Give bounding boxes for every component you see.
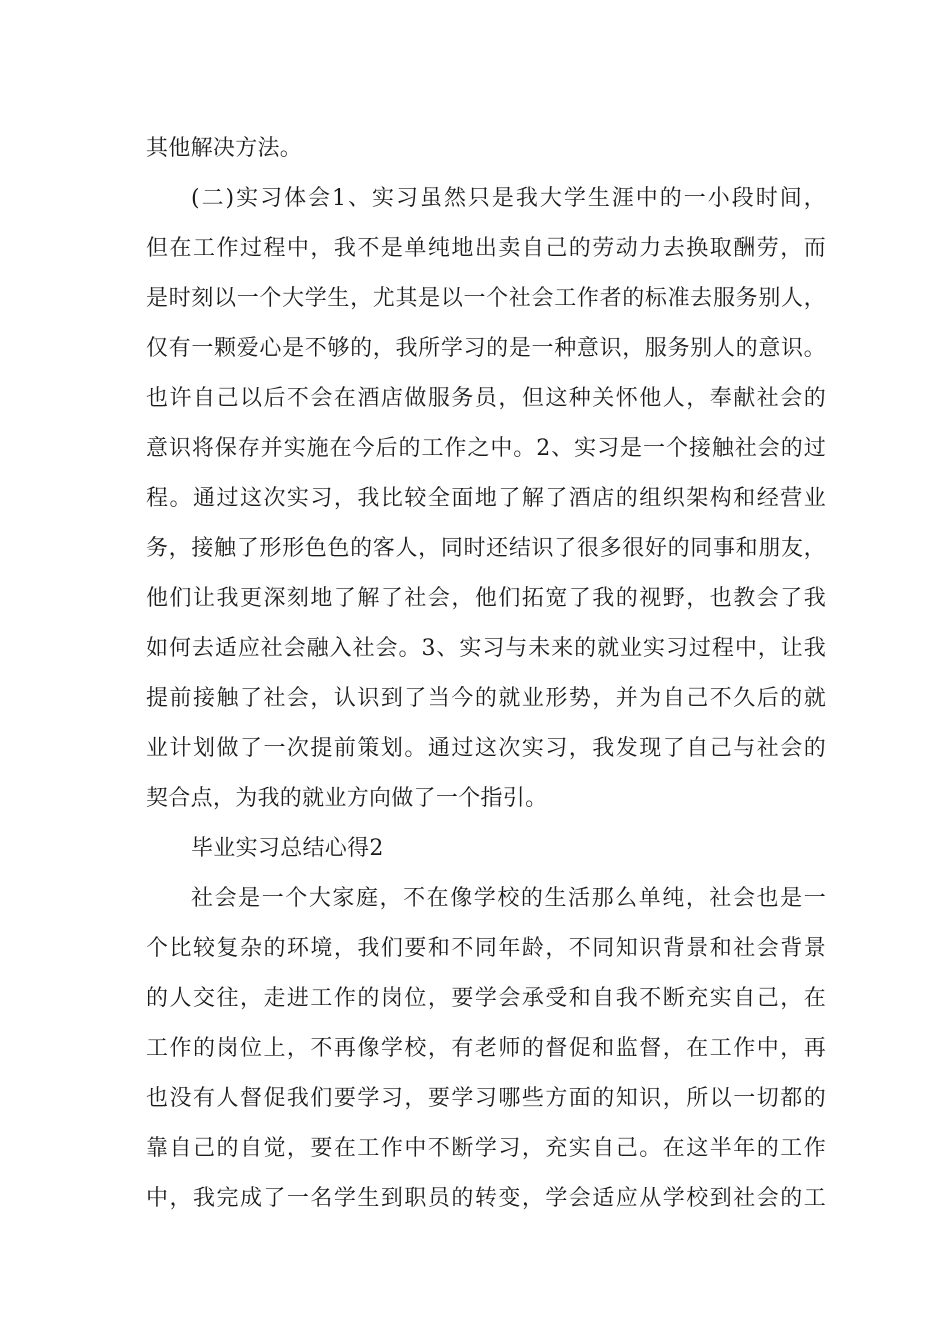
text-line: 也许自己以后不会在酒店做服务员，但这种关怀他人，奉献社会的 [146,386,826,411]
text-line: 社会是一个大家庭，不在像学校的生活那么单纯，社会也是一 [191,886,826,911]
text-line: 如何去适应社会融入社会。3、实习与未来的就业实习过程中，让我 [146,636,826,661]
text-line: 程。通过这次实习，我比较全面地了解了酒店的组织架构和经营业 [146,486,826,511]
text-line: 工作的岗位上，不再像学校，有老师的督促和监督，在工作中，再 [146,1036,826,1061]
text-line: 业计划做了一次提前策划。通过这次实习，我发现了自己与社会的 [146,736,826,761]
text-line: 靠自己的自觉，要在工作中不断学习，充实自己。在这半年的工作 [146,1136,826,1161]
text-line: 他们让我更深刻地了解了社会，他们拓宽了我的视野，也教会了我 [146,586,826,611]
text-line: 也没有人督促我们要学习，要学习哪些方面的知识，所以一切都的 [146,1086,826,1111]
text-line: (二)实习体会1、实习虽然只是我大学生涯中的一小段时间， [191,186,826,211]
section-heading: 毕业实习总结心得2 [191,836,384,861]
text-line: 务，接触了形形色色的客人，同时还结识了很多很好的同事和朋友， [146,536,826,561]
text-line: 个比较复杂的环境，我们要和不同年龄，不同知识背景和社会背景 [146,936,826,961]
text-line: 中，我完成了一名学生到职员的转变，学会适应从学校到社会的工 [146,1186,826,1211]
text-line: 是时刻以一个大学生，尤其是以一个社会工作者的标准去服务别人， [146,286,826,311]
text-line: 意识将保存并实施在今后的工作之中。2、实习是一个接触社会的过 [146,436,826,461]
text-line: 但在工作过程中，我不是单纯地出卖自己的劳动力去换取酬劳，而 [146,236,826,261]
text-line: 的人交往，走进工作的岗位，要学会承受和自我不断充实自己，在 [146,986,826,1011]
text-line: 其他解决方法。 [146,136,303,161]
text-line: 提前接触了社会，认识到了当今的就业形势，并为自己不久后的就 [146,686,826,711]
text-line: 仅有一颗爱心是不够的，我所学习的是一种意识，服务别人的意识。 [146,336,826,361]
text-line: 契合点，为我的就业方向做了一个指引。 [146,786,548,811]
